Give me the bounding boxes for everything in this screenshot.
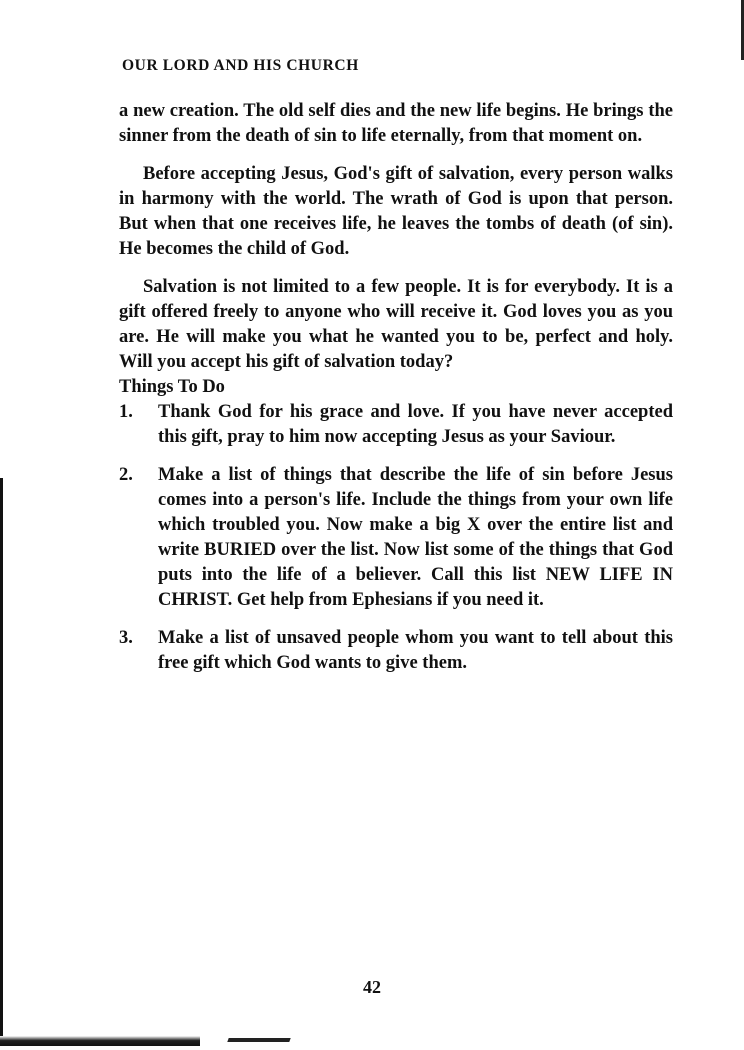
list-item (119, 400, 673, 450)
section-heading: Things To Do (119, 377, 225, 397)
paragraph-before-accepting: Before accepting Jesus, God's gift of salvation, every person walks in harmony with the world. The wrath of God is upon that person. But when that one receives life, he leaves the tombs of death (of sin). He becomes the child of God. (119, 164, 673, 259)
list-item-number: 2. (119, 465, 133, 485)
scan-mark-bottom (227, 1038, 290, 1042)
list-item-number: 3. (119, 628, 133, 648)
running-header: OUR LORD AND HIS CHURCH (122, 57, 359, 74)
paragraph-continuation: a new creation. The old self dies and the new life begins. He brings the sinner from the death of sin to life eternally, from that moment on. (119, 101, 673, 146)
list-item (119, 463, 673, 613)
list-item-number: 1. (119, 402, 133, 422)
page-number: 42 (363, 977, 381, 997)
list-item-text: Make a list of unsaved people whom you want to tell about this free gift which God wants to give them. (158, 628, 673, 673)
page-body (119, 99, 673, 676)
things-to-do-list (119, 400, 673, 676)
paragraph-salvation: Salvation is not limited to a few people. It is for everybody. It is a gift offered freely to anyone who will receive it. God loves you as you are. He will make you what he wanted you to be, perfect and holy. Will you accept his gift of salvation today? (119, 277, 673, 372)
list-item-text: Make a list of things that describe the life of sin before Jesus comes into a person's life. Include the things from your own life which troubled you. Now make a big X over the entire list and write BURIED over the list. Now list some of the things that God puts into the life of a believer. Call this list NEW LIFE IN CHRIST. Get help from Ephesians if you need it. (158, 465, 673, 610)
list-item (119, 626, 673, 676)
scan-edge-left (0, 478, 3, 1038)
list-item-text: Thank God for his grace and love. If you have never accepted this gift, pray to him now accepting Jesus as your Saviour. (158, 402, 673, 447)
scan-edge-bottom (0, 1036, 200, 1046)
